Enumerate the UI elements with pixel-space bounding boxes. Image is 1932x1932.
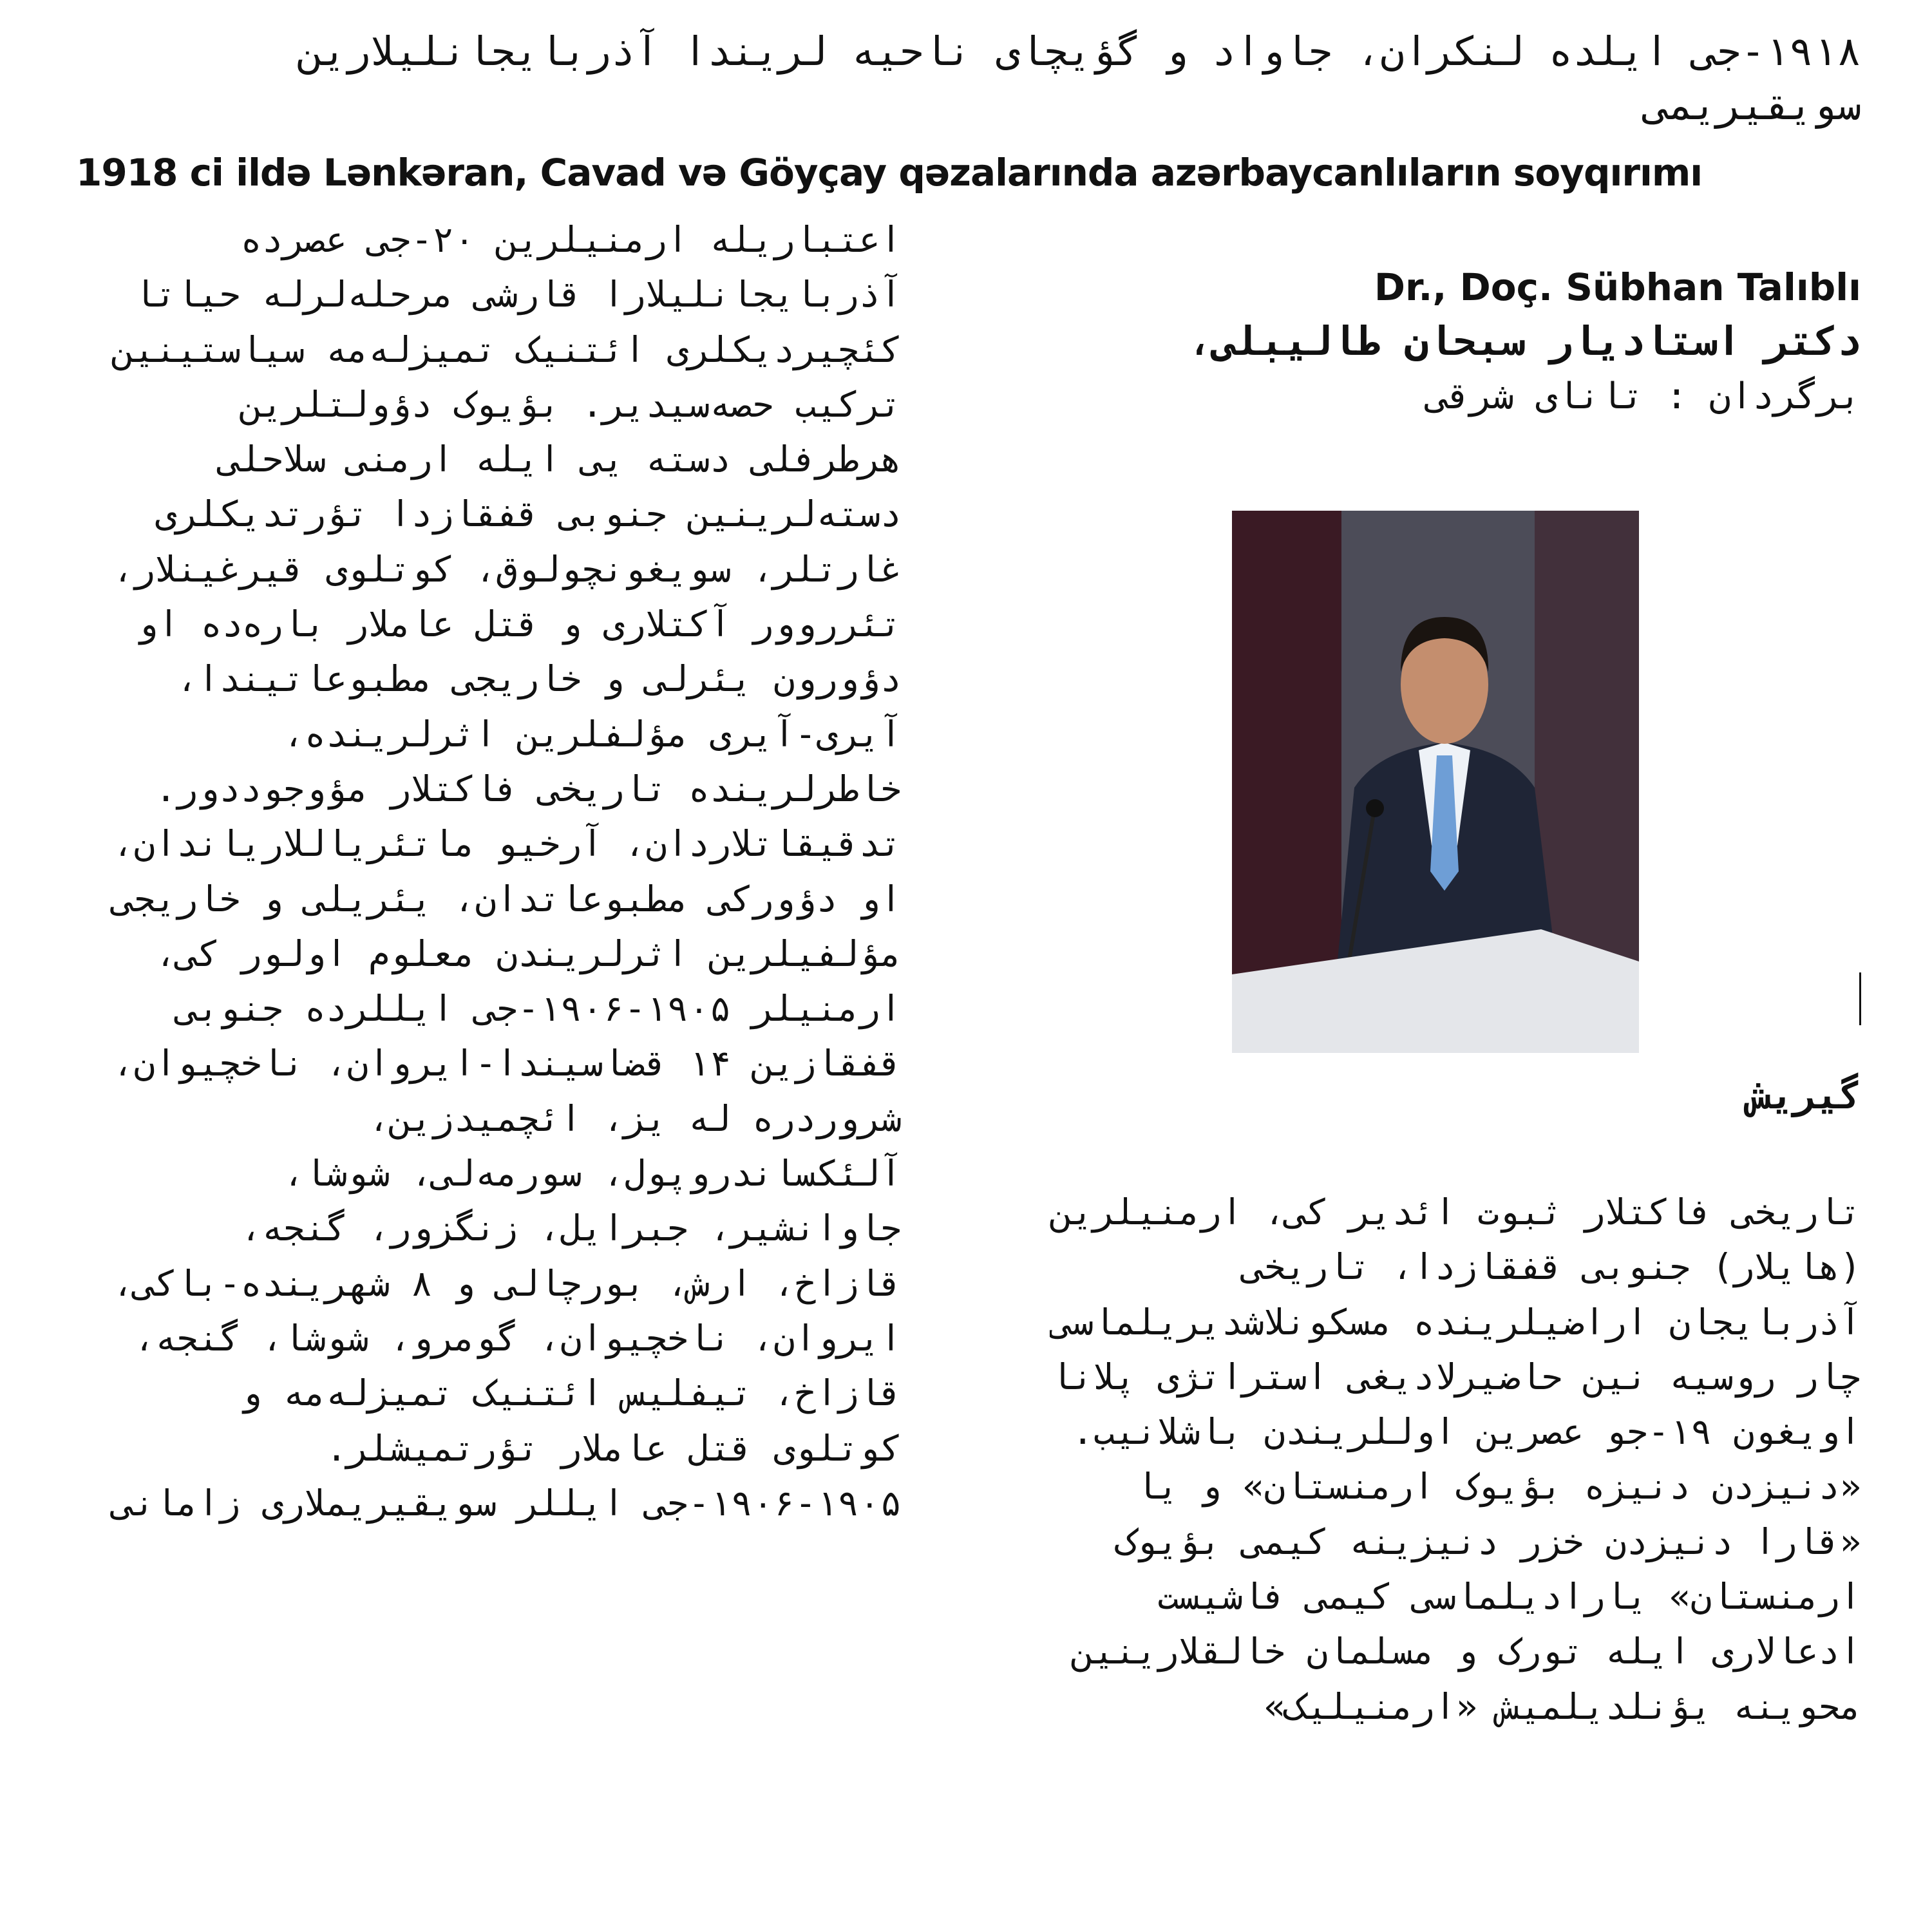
- section-heading: گیریش: [1748, 1074, 1861, 1117]
- left-column: [97, 213, 902, 1932]
- title-persian: ۱۹۱۸-جی ایلده لنکران، جاواد و گؤیچای ناحیه لریندا آذربایجانلیلارین سویقیریمی: [298, 28, 1861, 129]
- speaker-illustration: [1232, 511, 1639, 1053]
- photo-microphone-head: [1366, 799, 1384, 817]
- author-photo: [1232, 511, 1639, 1053]
- right-column: [1050, 1185, 1861, 1932]
- translator-line: برگردان : تانای شرقی: [1426, 375, 1861, 417]
- title-azerbaijani: 1918 ci ildə Lənkəran, Cavad və Göyçay qəzalarında azərbaycanlıların soyqırımı: [76, 151, 1703, 194]
- author-name-latin: Dr., Doç. Sübhan Talıblı: [1374, 265, 1861, 309]
- left-column-paragraph: اعتباریله ارمنیلرین ۲۰-جی عصرده آذربایجانلیلارا قارشی مرحله‌لرله حیاتا کئچیردیکلری ائتنیک تمیزله‌مه سیاستینین ترکیب حصه‌سیدیر. بؤیوک دؤولتلرین هرطرفلی دسته یی ایله ارمنی سلاحلی دسته‌لرینین جنوبی قفقازدا تؤرتدیکلری غارتلر، سویغونچولوق، کوتلوی قیرغینلار، تئرروور آکتلاری و قتل عاملار بارەده او دؤورون یئرلی و خاریجی مطبوعاتیندا، آیری-آیری مؤلفلرین اثرلرینده، خاطرلرینده تاریخی فاکتلار مؤوجوددور. تدقیقاتلاردان، آرخیو ماتئریاللاریاندان، او دؤورکی مطبوعاتدان، یئریلی و خاریجی مؤلفیلرین اثرلریندن معلوم اولور کی، ارمنیلر ۱۹۰۵-۱۹۰۶-جی ایللرده جنوبی قفقازین ۱۴ قضاسیندا-ایروان، ناخچیوان، شروردره له یز، ائچمیدزین، آلئکساندروپول، سورمه‌لی، شوشا، جاوانشیر، جبرایل، زنگزور، گنجه، قازاخ، ارش، بورچالی و ۸ شهرینده-باکی، ایروان، ناخچیوان، گومرو، شوشا، گنجه، قازاخ، تیفلیس ائتنیک تمیزله‌مه و کوتلوی قتل عاملار تؤرتمیشلر. ۱۹۰۵-۱۹۰۶-جی ایللر سویقیریملاری زامانی: [112, 219, 902, 1524]
- right-column-paragraph: تاریخی فاکتلار ثبوت ائدیر کی، ارمنیلرین (هایلار) جنوبی قفقازدا، تاریخی آذربایجان اراضیلرینده مسکونلاشدیریلماسی چار روسیه نین حاضیرلادیغی استراتژی پلانا اویغون ۱۹-جو عصرین اوللریندن باشلانیب. «دنیزدن دنیزه بؤیوک ارمنستان» و یا «قارا دنیزدن خزر دنیزینه کیمی بؤیوک ارمنستان» یارادیلماسی کیمی فاشیست ادعالاری ایله تورک و مسلمان خالقلارینین محوینه یؤنلدیلمیش «ارمنیلیک»: [1050, 1191, 1861, 1727]
- text-cursor: [1859, 972, 1861, 1025]
- author-name-persian: دکتر استادیار سبحان طالیبلی،: [1188, 317, 1861, 365]
